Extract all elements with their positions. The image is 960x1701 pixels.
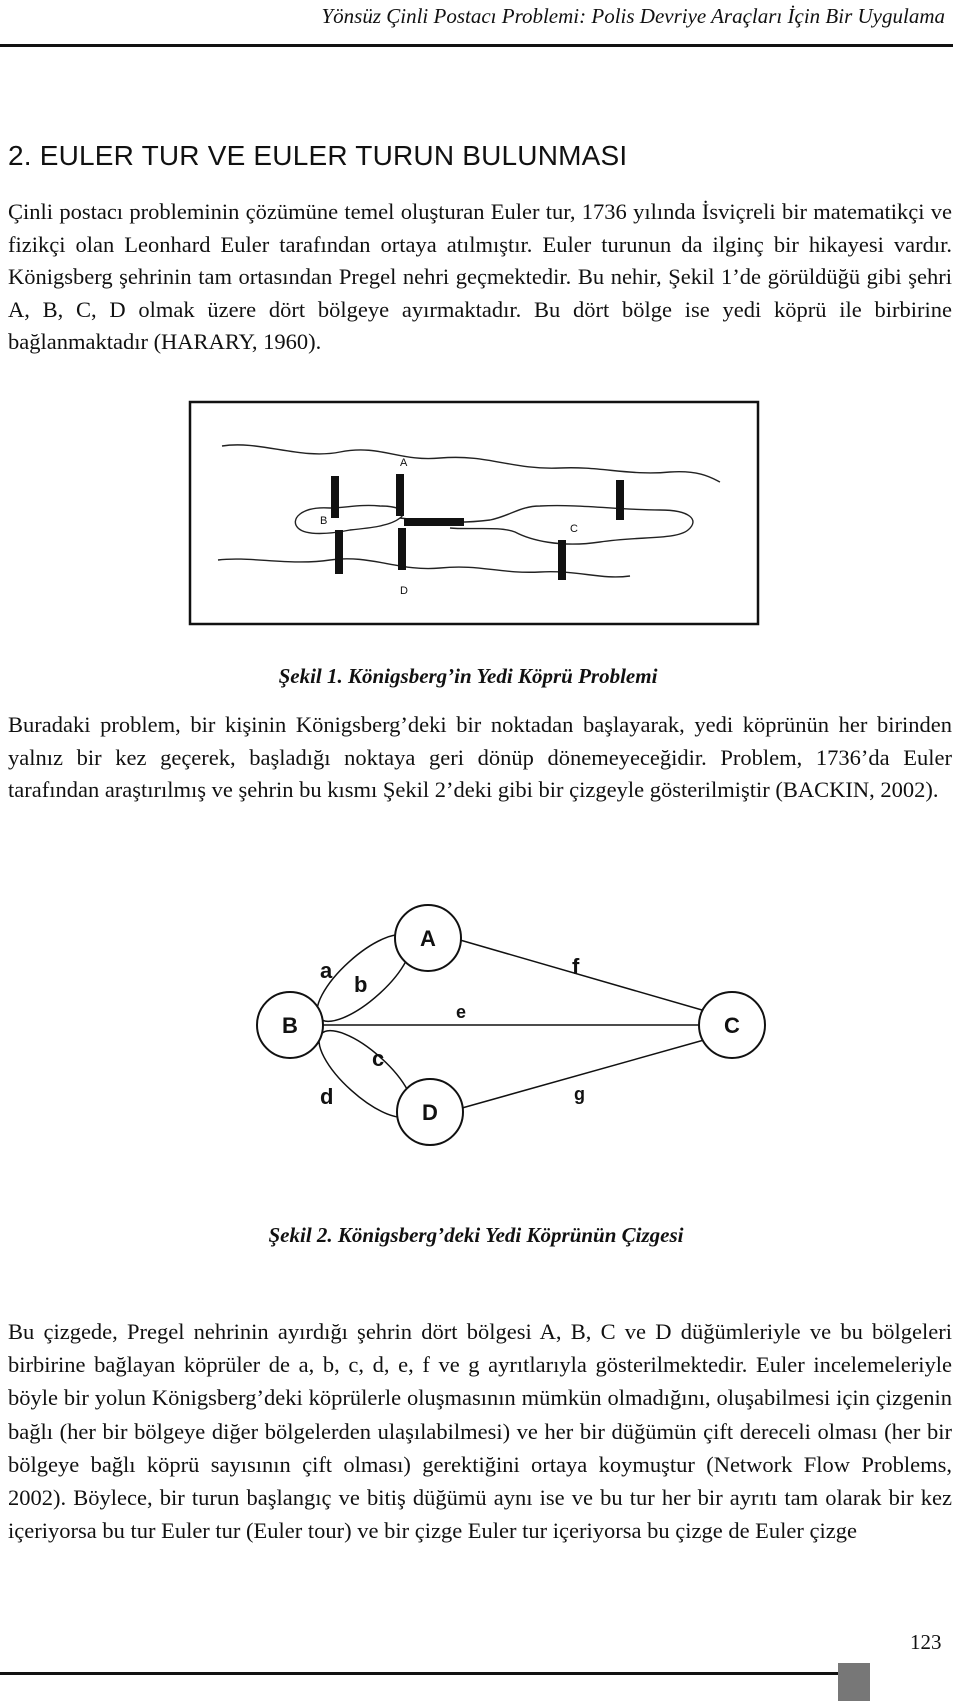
- map-label-b: B: [320, 515, 328, 527]
- bridge-f1: [616, 480, 624, 520]
- bridge-g1: [558, 540, 566, 580]
- figure1-frame: [190, 402, 758, 624]
- edge-f-line: [460, 940, 702, 1010]
- running-header: Yönsüz Çinli Postacı Problemi: Polis Devriye Araçları İçin Bir Uygulama: [321, 4, 945, 28]
- figure1-konigsberg-map: [0, 380, 960, 660]
- paragraph-euler-tour: Bu çizgede, Pregel nehrinin ayırdığı şehrin dört bölgesi A, B, C ve D düğümleriyle ve bu bölgeleri birbirine bağlayan köprüler de a, b, c, d, e, f ve g ayrıtlarıyla gösterilmektedir. Euler incelemeleriyle böyle bir yolun Königsberg’deki köprülerle oluşmasının mümkün olmadığını, oluşabilmesi için çizgenin bağlı (her bir bölgeye diğer bölgelerden ulaşılabilmesi) ve her bir düğümün çift dereceli olması (her bir bölgeye bağlı köprü sayısının çift olması) gerektiğini ortaya koymuştur (Network Flow Problems, 2002). Böylece, bir turun başlangıç ve bitiş düğümü aynı ise ve bu tur her bir ayrıtı tam olarak bir kez içeriyorsa bu tur Euler tur (Euler tour) ve bir çizge Euler tur içeriyorsa bu çizge de Euler çizge: [8, 1319, 952, 1544]
- bridge-c1: [335, 530, 343, 574]
- bridge-e1: [404, 518, 464, 526]
- section-title: 2. EULER TUR VE EULER TURUN BULUNMASI: [8, 140, 628, 171]
- paragraph-problem: Buradaki problem, bir kişinin Königsberg’deki bir noktadan başlayarak, yedi köprünün her birinden yalnız bir kez geçerek, başladığı noktaya geri dönüp dönemeyeceğidir. Problem, 1736’da Euler tarafından araştırılmış ve şehrin bu kısmı Şekil 2’deki gibi bir çizgeyle gösterilmiştir (BACKIN, 2002).: [8, 712, 952, 802]
- figure2-caption: Şekil 2. Königsberg’deki Yedi Köprünün Çizgesi: [268, 1223, 684, 1247]
- edge-e-label: e: [456, 1002, 467, 1022]
- bridge-b1: [396, 474, 404, 516]
- figure2-graph: [0, 890, 960, 1150]
- river-lower-bank: [218, 559, 630, 577]
- river-upper-bank: [222, 445, 720, 482]
- figure1-caption: Şekil 1. Königsberg’in Yedi Köprü Problemi: [278, 664, 658, 688]
- edge-c-label: c: [372, 1046, 385, 1071]
- bridge-a1: [331, 476, 339, 518]
- edge-g-label: g: [574, 1084, 585, 1104]
- page-number: 123: [910, 1630, 942, 1654]
- bridge-d1: [398, 528, 406, 570]
- paragraph-intro: Çinli postacı probleminin çözümüne temel oluşturan Euler tur, 1736 yılında İsviçreli bir matematikçi ve fizikçi olan Leonhard Euler tarafından ortaya atılmıştır. Euler turunun da ilginç bir hikayesi vardır. Königsberg şehrinin tam ortasından Pregel nehri geçmektedir. Bu nehir, Şekil 1’de görüldüğü gibi şehri A, B, C, D olmak üzere dört bölgeye ayırmaktadır. Bu dört bölge ise yedi köprü ile birbirine bağlanmaktadır (HARARY, 1960).: [8, 199, 952, 354]
- footer-rule: [0, 1672, 838, 1675]
- island-b-outline: [295, 505, 403, 533]
- map-label-c: C: [570, 523, 578, 535]
- node-b-label: B: [282, 1013, 298, 1038]
- edge-d-label: d: [320, 1084, 334, 1109]
- edge-a-label: a: [320, 958, 333, 983]
- edge-b-label: b: [354, 972, 368, 997]
- map-label-a: A: [400, 457, 408, 469]
- edge-f-label: f: [572, 954, 580, 979]
- node-d-label: D: [422, 1100, 438, 1125]
- node-a-label: A: [420, 926, 436, 951]
- header-rule: [0, 44, 953, 47]
- node-c-label: C: [724, 1013, 740, 1038]
- footer-block: [838, 1663, 870, 1701]
- map-label-d: D: [400, 585, 408, 597]
